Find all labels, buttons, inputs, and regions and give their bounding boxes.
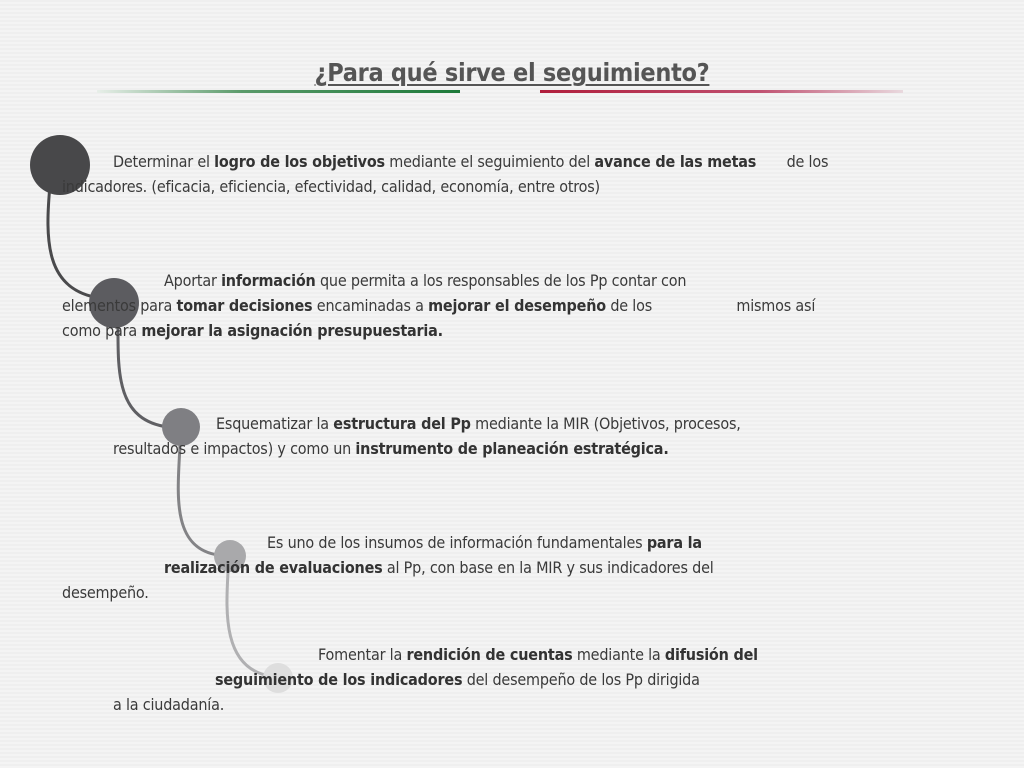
paragraph-1: Determinar el logro de los objetivos mediante el seguimiento del avance de las metas de los indicadores. (eficacia, eficiencia, efectividad, calidad, economía, entre otros) bbox=[62, 152, 829, 196]
emphasis: tomar decisiones bbox=[176, 296, 313, 315]
paragraph-4: Es uno de los insumos de información fundamentales para la realización de evaluaciones al Pp, con base en la MIR y sus indicadores del desempeño. bbox=[62, 533, 714, 602]
paragraph-3: Esquematizar la estructura del Pp mediante la MIR (Objetivos, procesos, resultados e impactos) y como un instrumento de planeación estratégica. bbox=[113, 414, 741, 458]
emphasis: estructura del Pp bbox=[333, 414, 471, 433]
emphasis: instrumento de planeación estratégica. bbox=[355, 439, 669, 458]
paragraph-2: Aportar información que permita a los responsables de los Pp contar con elementos para tomar decisiones encaminadas a mejorar el desempeño de los mismos así como para mejorar la asignación presupuestaria. bbox=[62, 271, 816, 340]
emphasis: realización de evaluaciones bbox=[164, 558, 383, 577]
page-title: ¿Para qué sirve el seguimiento? bbox=[314, 58, 710, 87]
emphasis: para la bbox=[646, 533, 702, 552]
emphasis: avance de las metas bbox=[594, 152, 757, 171]
paragraph-5: Fomentar la rendición de cuentas mediante la difusión del seguimiento de los indicadores del desempeño de los Pp dirigida a la ciudadanía. bbox=[113, 645, 758, 714]
emphasis: mejorar la asignación presupuestaria. bbox=[141, 321, 443, 340]
emphasis: rendición de cuentas bbox=[406, 645, 573, 664]
emphasis: logro de los objetivos bbox=[214, 152, 385, 171]
emphasis: mejorar el desempeño bbox=[428, 296, 606, 315]
emphasis: difusión del bbox=[664, 645, 758, 664]
emphasis: información bbox=[221, 271, 316, 290]
emphasis: seguimiento de los indicadores bbox=[215, 670, 463, 689]
